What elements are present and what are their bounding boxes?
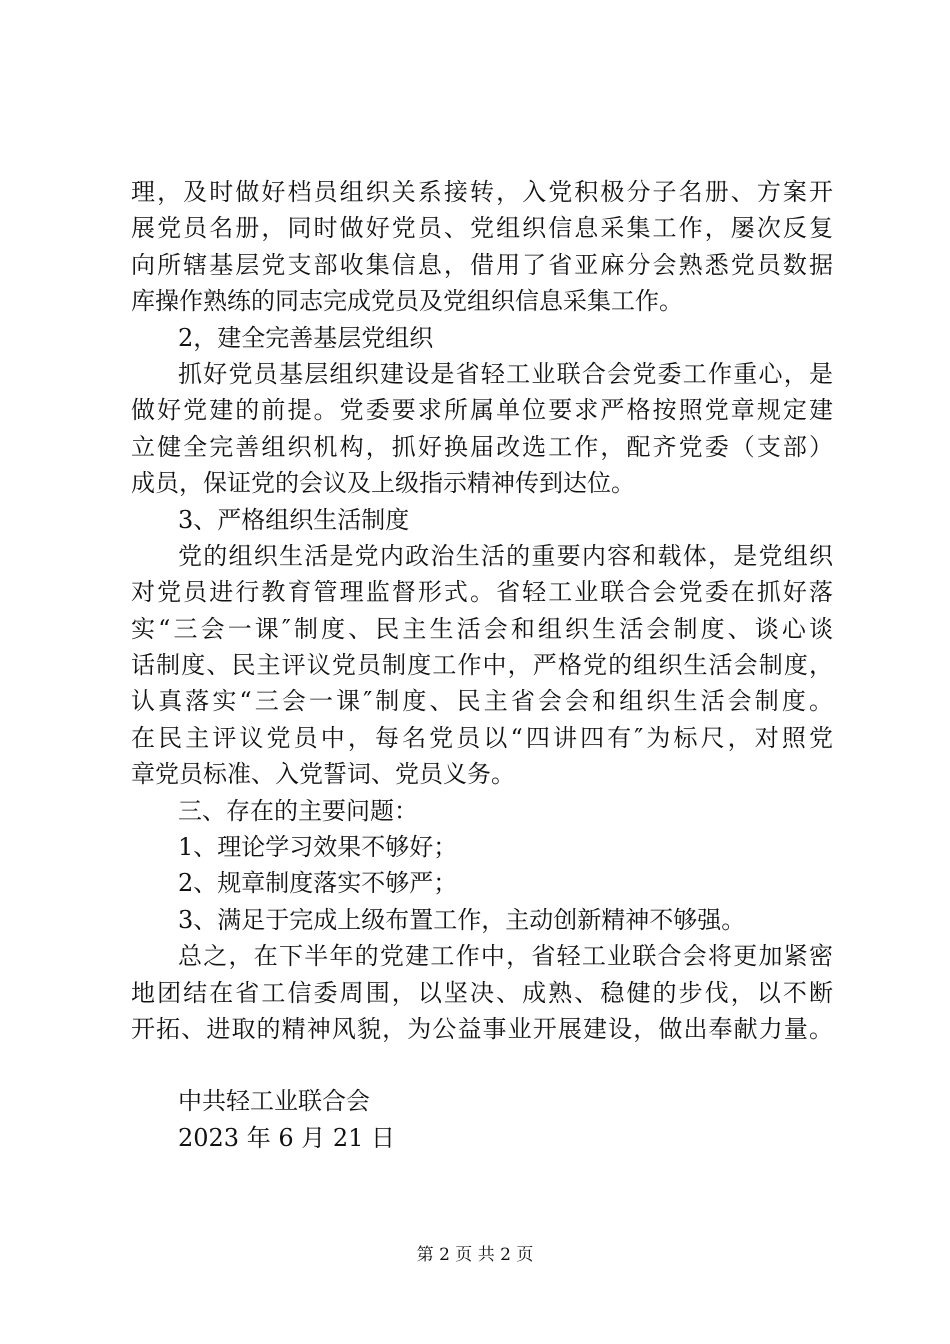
- body-line: 抓好党员基层组织建设是省轻工业联合会党委工作重心，是: [178, 359, 833, 388]
- list-item: 1、理论学习效果不够好；: [178, 833, 458, 862]
- body-line: 立健全完善组织机构，抓好换届改选工作，配齐党委（支部）: [131, 432, 833, 461]
- page-footer: 第 2 页 共 2 页: [416, 1245, 534, 1265]
- body-line: 总之，在下半年的党建工作中，省轻工业联合会将更加紧密: [178, 942, 833, 971]
- signature-date: 2023 年 6 月 21 日: [178, 1123, 396, 1152]
- signature-organization: 中共轻工业联合会: [178, 1087, 370, 1116]
- body-line: 向所辖基层党支部收集信息，借用了省亚麻分会熟悉党员数据: [131, 250, 833, 279]
- body-line: 做好党建的前提。党委要求所属单位要求严格按照党章规定建: [131, 396, 833, 425]
- body-line: 展党员名册，同时做好党员、党组织信息采集工作，屡次反复: [131, 214, 833, 243]
- section-heading: 三、存在的主要问题：: [178, 796, 418, 825]
- body-line: 章党员标准、入党誓词、党员义务。: [131, 760, 515, 789]
- body-line: 在民主评议党员中，每名党员以“四讲四有″为标尺，对照党: [131, 723, 833, 752]
- list-item: 2、规章制度落实不够严；: [178, 869, 458, 898]
- body-line: 对党员进行教育管理监督形式。省轻工业联合会党委在抓好落: [131, 578, 833, 607]
- body-line: 库操作熟练的同志完成党员及党组织信息采集工作。: [131, 287, 683, 316]
- body-line: 党的组织生活是党内政治生活的重要内容和载体，是党组织: [178, 541, 833, 570]
- body-line: 认真落实“三会一课″制度、民主省会会和组织生活会制度。: [131, 687, 833, 716]
- body-line: 话制度、民主评议党员制度工作中，严格党的组织生活会制度，: [131, 651, 833, 680]
- section-heading: 3、严格组织生活制度: [178, 505, 410, 534]
- list-item: 3、满足于完成上级布置工作，主动创新精神不够强。: [178, 905, 746, 934]
- body-line: 理，及时做好档员组织关系接转，入党积极分子名册、方案开: [131, 178, 833, 206]
- body-line: 地团结在省工信委周围，以坚决、成熟、稳健的步伐，以不断: [131, 978, 833, 1007]
- body-line: 实“三会一课″制度、民主生活会和组织生活会制度、谈心谈: [131, 614, 833, 643]
- body-line: 成员，保证党的会议及上级指示精神传到达位。: [131, 469, 635, 498]
- signature-spacer: [131, 1047, 833, 1083]
- body-line: 开拓、进取的精神风貌，为公益事业开展建设，做出奉献力量。: [131, 1014, 833, 1043]
- document-body: [131, 174, 833, 1156]
- section-heading: 2，建全完善基层党组织: [178, 323, 434, 352]
